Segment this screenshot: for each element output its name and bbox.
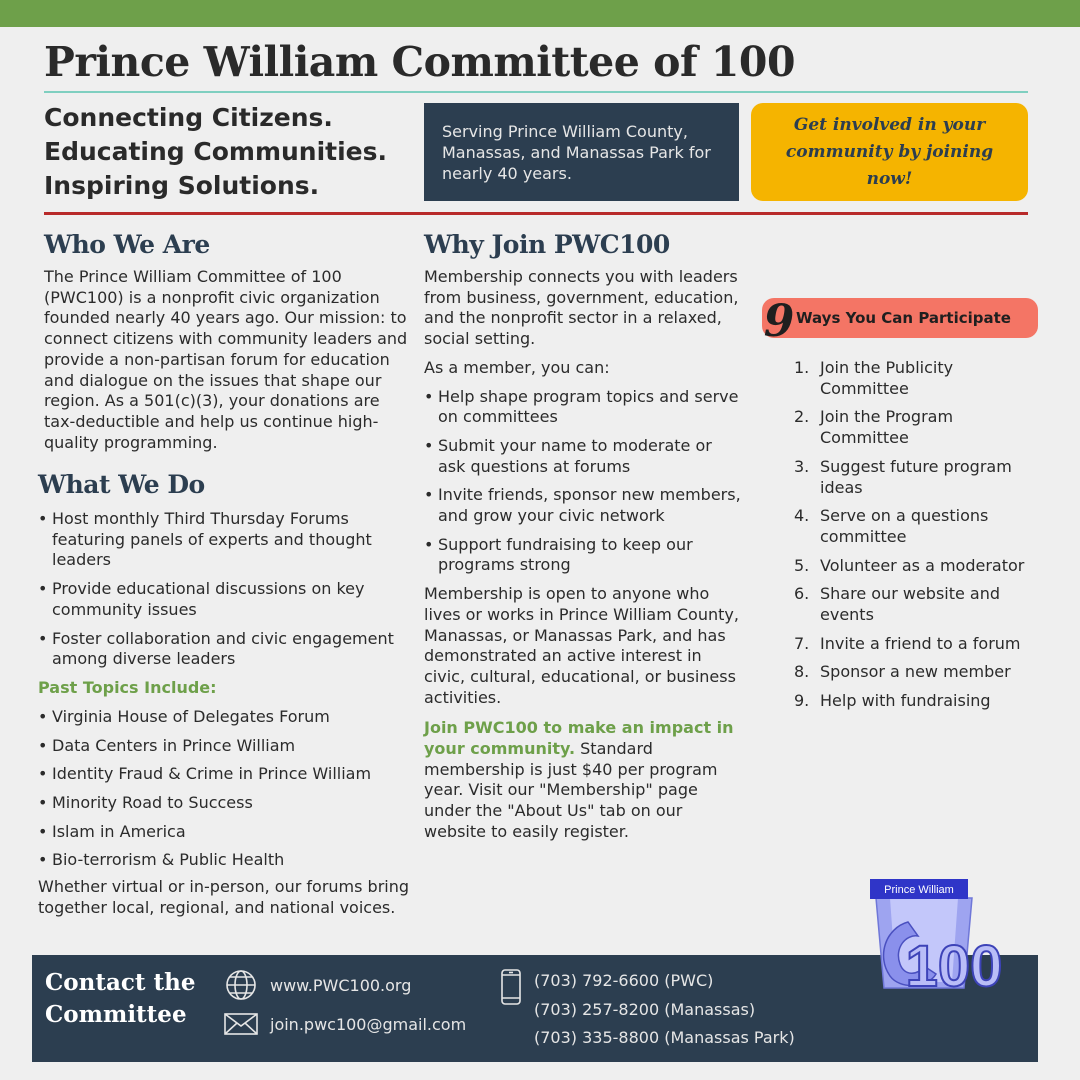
why-join-section xyxy=(424,230,742,843)
website-link[interactable]: www.PWC100.org xyxy=(270,975,412,995)
what-we-do-section xyxy=(38,470,410,919)
forums-closing-text: Whether virtual or in-person, our forums bring together local, regional, and national voices. xyxy=(38,877,410,917)
list-item: • Minority Road to Success xyxy=(38,793,410,814)
list-item: • Data Centers in Prince William xyxy=(38,736,410,757)
item-text: Suggest future program ideas xyxy=(820,456,1012,497)
who-we-are-heading: Who We Are xyxy=(44,230,210,259)
item-text: Sponsor a new member xyxy=(820,662,1011,682)
list-item xyxy=(794,634,1026,655)
tagline xyxy=(44,101,387,203)
phone-number[interactable]: (703) 335-8800 (Manassas Park) xyxy=(534,1028,795,1047)
list-item: • Bio-terrorism & Public Health xyxy=(38,850,410,871)
page-title: Prince William Committee of 100 xyxy=(44,38,795,86)
list-item: • Islam in America xyxy=(38,822,410,843)
item-text: Join the Program Committee xyxy=(820,407,954,448)
phone-number[interactable]: (703) 792-6600 (PWC) xyxy=(534,971,714,990)
email-row xyxy=(224,1007,466,1041)
email-link[interactable]: join.pwc100@gmail.com xyxy=(270,1014,467,1034)
phone-icon xyxy=(500,969,522,1009)
website-row xyxy=(224,968,411,1002)
tagline-line: Connecting Citizens. xyxy=(44,103,333,132)
member-benefits-list xyxy=(424,387,742,577)
ways-badge xyxy=(762,295,1038,347)
item-text: Share our website and events xyxy=(820,584,1001,625)
what-we-do-list xyxy=(38,509,410,670)
globe-icon xyxy=(224,968,258,1002)
item-text: Volunteer as a moderator xyxy=(820,555,1025,575)
list-item xyxy=(794,691,1026,712)
ways-title: Ways You Can Participate xyxy=(796,309,1011,327)
member-lead: As a member, you can: xyxy=(424,357,610,377)
join-highlight: Join PWC100 to make an impact in your community. xyxy=(424,718,734,759)
item-text: Serve on a questions committee xyxy=(820,506,989,546)
tagline-line: Inspiring Solutions. xyxy=(44,171,320,200)
item-number: 5. xyxy=(794,555,810,575)
item-number: 6. xyxy=(794,584,810,604)
ways-count: 9 xyxy=(763,295,795,347)
list-item xyxy=(794,506,1026,547)
phone-number[interactable]: (703) 257-8200 (Manassas) xyxy=(534,999,756,1019)
item-number: 7. xyxy=(794,633,810,653)
what-we-do-heading: What We Do xyxy=(38,470,205,499)
serving-box: Serving Prince William County, Manassas, and Manassas Park for nearly 40 years. xyxy=(424,103,739,201)
list-item: • Submit your name to moderate or ask questions at forums xyxy=(424,436,742,477)
join-paragraph xyxy=(424,718,742,842)
list-item: • Foster collaboration and civic engagement among diverse leaders xyxy=(38,629,410,670)
top-accent-bar xyxy=(0,0,1080,27)
header-divider xyxy=(44,212,1028,215)
envelope-icon xyxy=(224,1007,258,1041)
phone-list xyxy=(534,967,795,1053)
list-item xyxy=(794,407,1026,448)
logo-banner-text: Prince William xyxy=(884,884,954,896)
item-number: 2. xyxy=(794,407,810,427)
list-item: • Help shape program topics and serve on committees xyxy=(424,387,742,428)
tagline-line: Educating Communities. xyxy=(44,137,388,166)
list-item xyxy=(794,457,1026,498)
who-we-are-section xyxy=(44,230,414,453)
list-item xyxy=(794,584,1026,625)
ways-list xyxy=(794,358,1026,720)
item-number: 3. xyxy=(794,456,810,476)
membership-eligibility: Membership is open to anyone who lives or works in Prince William County, Manassas, or Manassas Park, and has demonstrated an active interest in civic, cultural, educational, or business activities. xyxy=(424,584,739,707)
list-item xyxy=(794,358,1026,399)
contact-heading xyxy=(45,967,196,1031)
why-join-intro: Membership connects you with leaders from business, government, education, and the nonprofit sector in a relaxed, social setting. xyxy=(424,267,739,349)
contact-heading-line: Committee xyxy=(45,1001,187,1028)
list-item xyxy=(794,556,1026,577)
item-number: 4. xyxy=(794,506,810,526)
list-item: • Identity Fraud & Crime in Prince William xyxy=(38,764,410,785)
who-we-are-text: The Prince William Committee of 100 (PWC100) is a nonprofit civic organization founded nearly 40 years ago. Our mission: to connect citizens with community leaders and provide a non-partisan forum for education and dialogue on the issues that shape our region. As a 501(c)(3), your donations are tax-deductible and help us continue high-quality programming. xyxy=(44,267,408,452)
item-number: 9. xyxy=(794,691,810,711)
item-text: Help with fundraising xyxy=(820,691,991,711)
contact-heading-line: Contact the xyxy=(45,969,196,996)
item-text: Invite a friend to a forum xyxy=(820,633,1021,653)
why-join-heading: Why Join PWC100 xyxy=(424,230,670,259)
list-item: • Support fundraising to keep our programs strong xyxy=(424,535,742,576)
list-item: • Host monthly Third Thursday Forums featuring panels of experts and thought leaders xyxy=(38,509,410,571)
logo-number-text: 100 xyxy=(905,934,1003,998)
title-divider xyxy=(44,91,1028,93)
item-number: 8. xyxy=(794,662,810,682)
item-number: 1. xyxy=(794,358,810,377)
past-topics-heading: Past Topics Include: xyxy=(38,677,217,697)
past-topics-list xyxy=(38,707,410,871)
list-item: • Invite friends, sponsor new members, and grow your civic network xyxy=(424,485,742,526)
list-item: • Virginia House of Delegates Forum xyxy=(38,707,410,728)
list-item: • Provide educational discussions on key community issues xyxy=(38,579,410,620)
item-text: Join the Publicity Committee xyxy=(820,358,954,398)
join-details: Standard membership is just $40 per program year. Visit our "Membership" page under the "About Us" tab on our website to easily register. xyxy=(424,739,718,841)
list-item xyxy=(794,662,1026,683)
pwc100-logo xyxy=(868,878,1010,998)
join-cta-box[interactable]: Get involved in your community by joining now! xyxy=(751,103,1028,201)
